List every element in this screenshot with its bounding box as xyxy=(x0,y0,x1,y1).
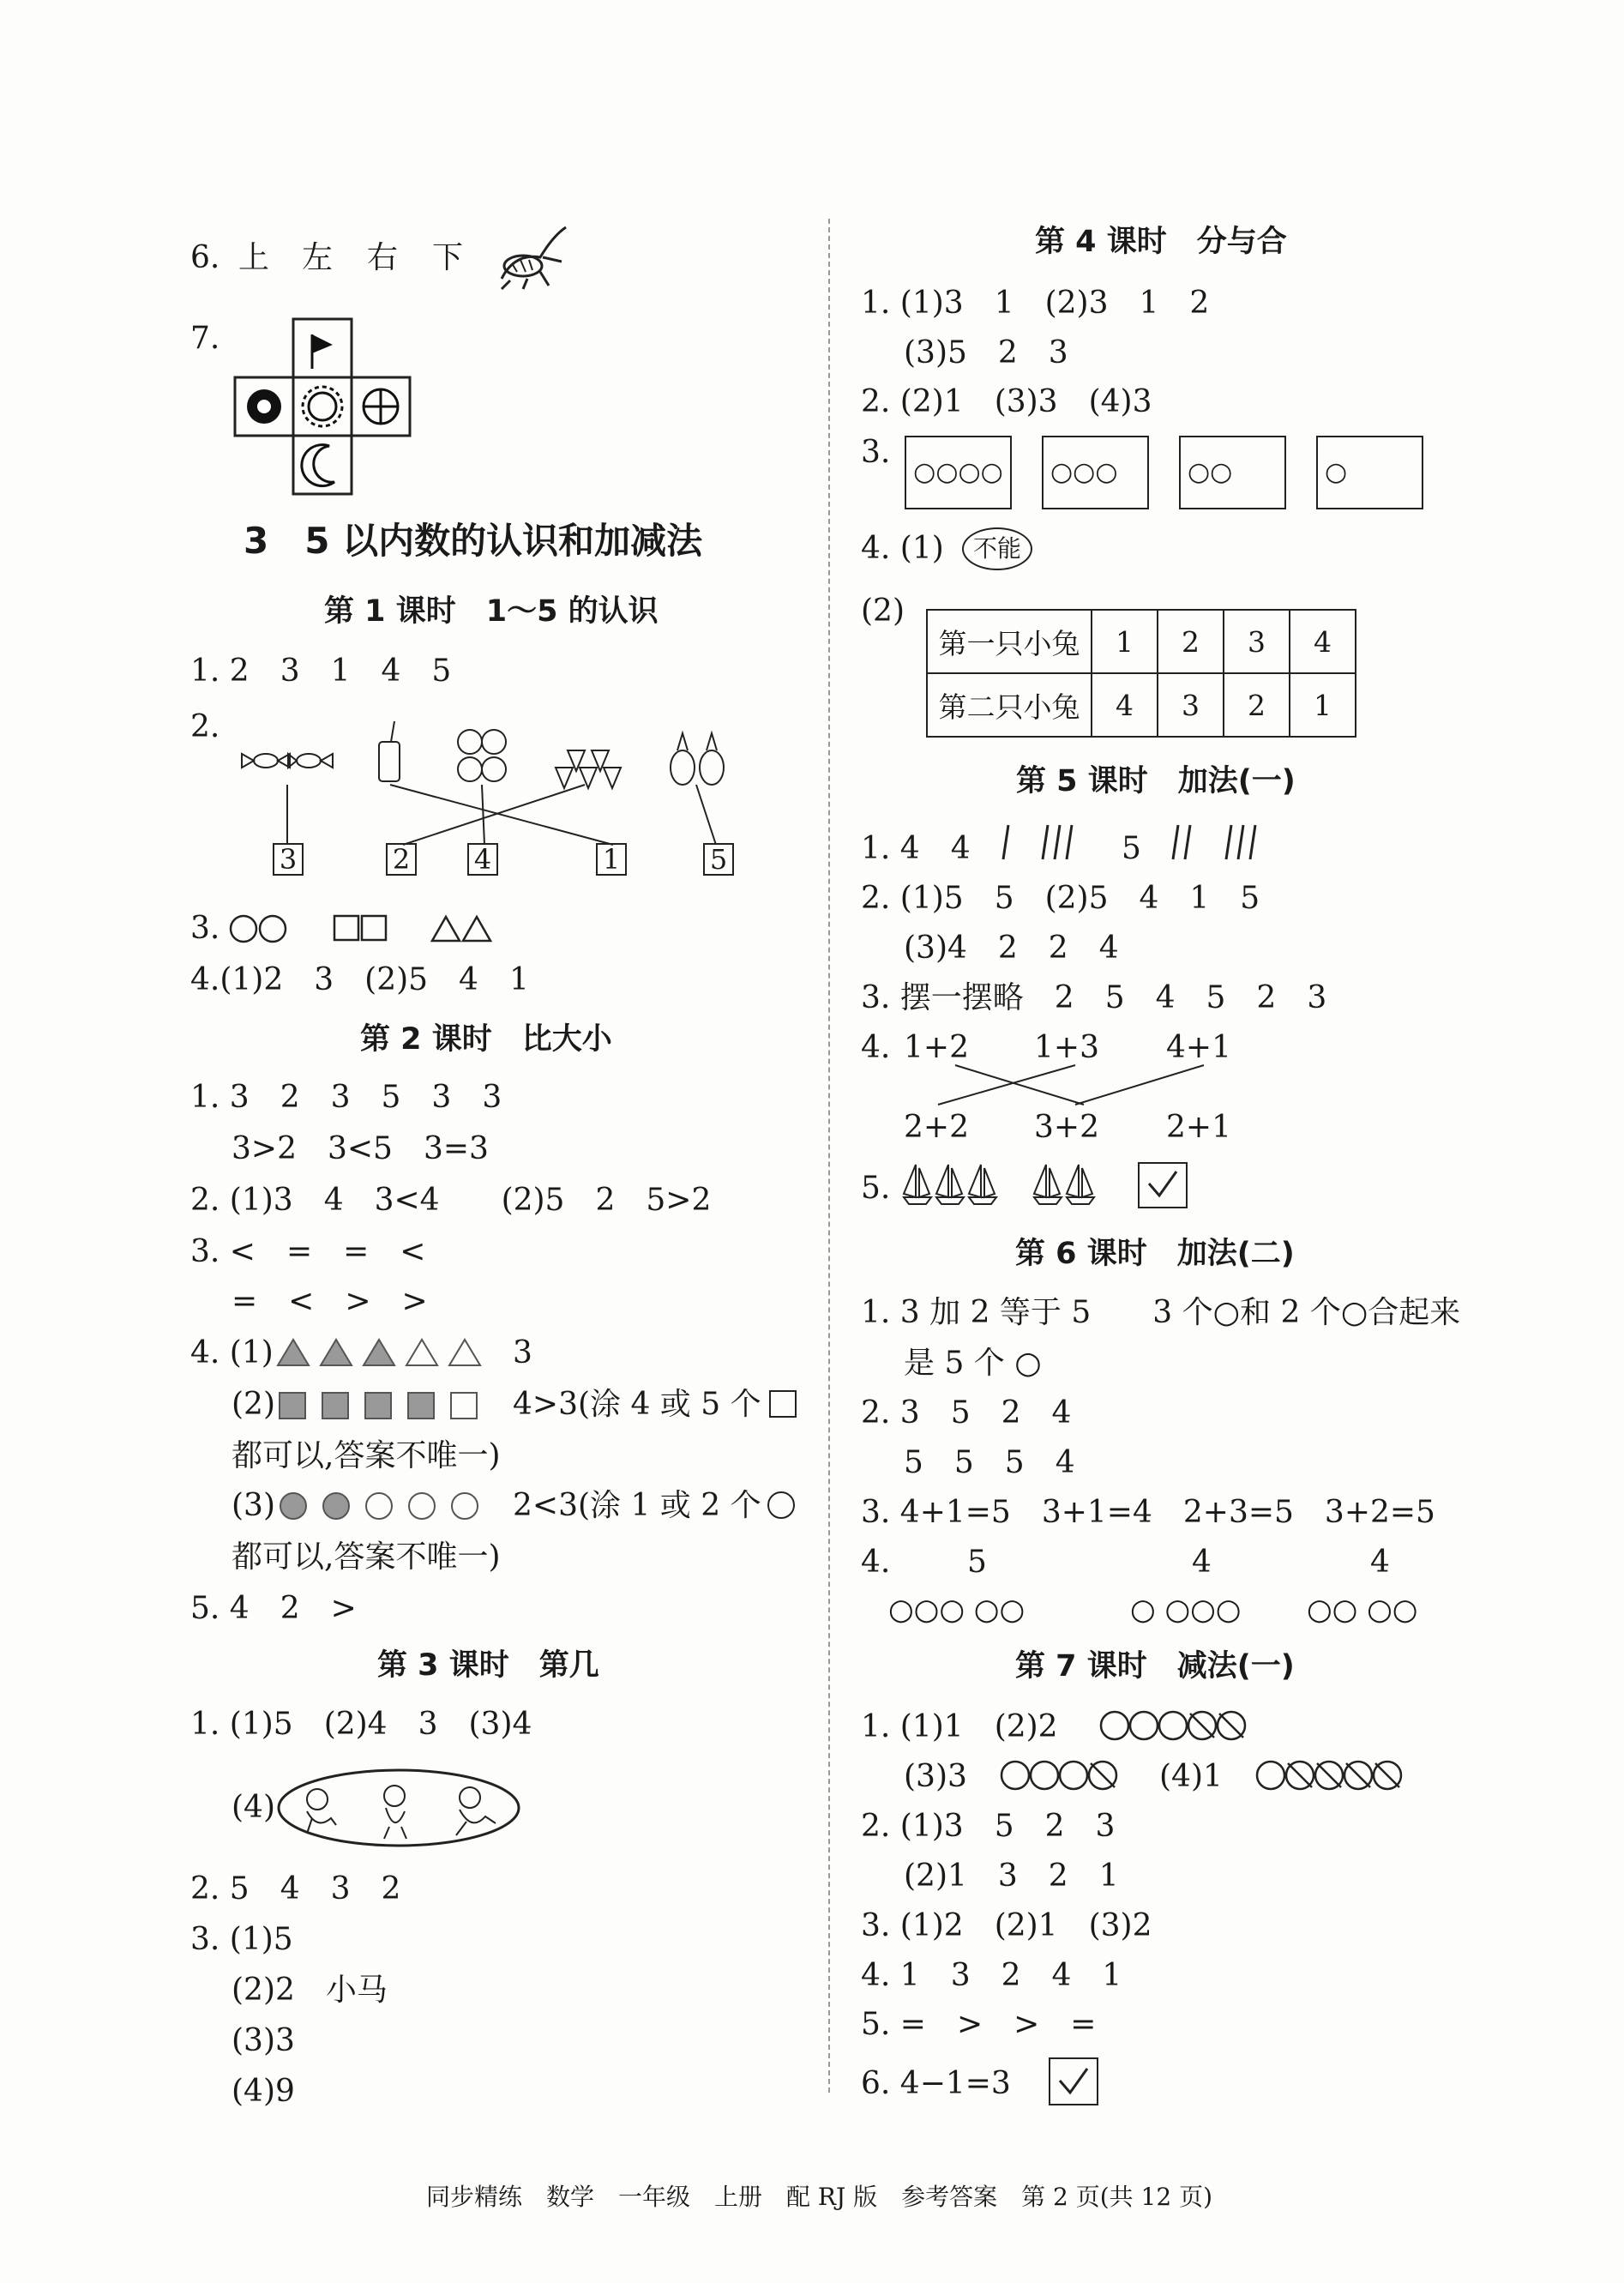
circle-group: ○ ○○○ xyxy=(1130,1593,1242,1627)
l2-answer-3a: 3. < = = < xyxy=(190,1234,426,1269)
circle-group-box: ○ xyxy=(1316,436,1423,509)
l3-answer-3-2: (2)2 小马 xyxy=(232,1973,388,2008)
q6-word: 上 xyxy=(238,240,270,275)
l3-answer-1: 1. (1)5 (2)4 3 (3)4 xyxy=(190,1707,532,1742)
l6-answer-1a: 1. 3 加 2 等于 5 3 个○和 2 个○合起来 xyxy=(861,1295,1461,1330)
squares xyxy=(276,1389,490,1424)
l4-answer-2: 2. (2)1 (3)3 (4)3 xyxy=(861,384,1152,419)
fruit-pictures xyxy=(232,716,746,793)
sum: 4 xyxy=(1370,1545,1390,1580)
page-footer: 同步精练 数学 一年级 上册 配 RJ 版 参考答案 第 2 页(共 12 页) xyxy=(426,2183,1213,2211)
tiger-icon xyxy=(493,219,570,296)
section-title: 3 5 以内数的认识和加减法 xyxy=(244,520,703,562)
l5-answer-4-number: 4. xyxy=(861,1030,891,1065)
l2-answer-5: 5. 4 2 > xyxy=(190,1591,357,1626)
check-box xyxy=(1048,2057,1101,2110)
lesson-7-title: 第 7 课时 减法(一) xyxy=(1015,1649,1295,1684)
l5-answer-1: 1. 4 4 xyxy=(861,831,971,866)
q6-number: 6. xyxy=(190,240,220,275)
flower-icon xyxy=(247,389,281,424)
circle-group-box: ○○ xyxy=(1179,436,1286,509)
circled-answer: 不能 xyxy=(962,527,1032,570)
l7-answer-2b: (2)1 3 2 1 xyxy=(904,1858,1119,1894)
crossed-circles xyxy=(1000,1758,1137,1796)
q6-word: 下 xyxy=(432,240,464,275)
table-row xyxy=(927,673,1356,737)
square-icon xyxy=(768,1389,799,1420)
l5-answer-1-mid: 5 xyxy=(1122,831,1141,866)
table-cell: 第二只小兔 xyxy=(927,673,1092,737)
l1-answer-1: 1. 2 3 1 4 5 xyxy=(190,654,452,689)
expr: 3+2 xyxy=(1034,1110,1099,1145)
l7-answer-6: 6. 4−1=3 xyxy=(861,2066,1011,2101)
l5-answer-3: 3. 摆一摆略 2 5 4 5 2 3 xyxy=(861,980,1327,1015)
l2-answer-3b: = < > > xyxy=(232,1284,428,1319)
sum: 4 xyxy=(1192,1545,1212,1580)
l2-answer-4-3b: 都可以,答案不唯一) xyxy=(232,1539,501,1575)
l6-answer-2a: 2. 3 5 2 4 xyxy=(861,1395,1072,1431)
table-cell: 3 xyxy=(1158,673,1224,737)
l2-answer-4-2-label: (2) xyxy=(232,1387,275,1422)
table-cell: 第一只小兔 xyxy=(927,610,1092,673)
animals-circled xyxy=(276,1767,525,1852)
cube-net xyxy=(233,317,413,497)
expr: 4+1 xyxy=(1166,1030,1231,1065)
circle-group: ○○ ○○ xyxy=(1307,1593,1418,1627)
l2-answer-4-1: 3 xyxy=(513,1335,532,1370)
flag-icon xyxy=(312,334,333,369)
circle-group-box: ○○○ xyxy=(1042,436,1149,509)
moon-icon xyxy=(302,445,334,486)
table-row xyxy=(927,610,1356,673)
q7-number: 7. xyxy=(190,321,220,356)
triangles xyxy=(276,1336,490,1370)
column-divider xyxy=(828,219,830,2093)
l6-answer-4-number: 4. xyxy=(861,1545,891,1580)
bottle-icon xyxy=(379,721,400,781)
l5-answer-5-number: 5. xyxy=(861,1171,891,1206)
l3-answer-3-1: 3. (1)5 xyxy=(190,1922,293,1957)
l2-answer-4-3-label: (3) xyxy=(232,1488,275,1523)
l4-answer-4-2-label: (2) xyxy=(861,593,905,629)
l7-answer-5: 5. = > > = xyxy=(861,2007,1097,2042)
l4-answer-3-number: 3. xyxy=(861,435,891,470)
circles xyxy=(276,1490,490,1524)
candy-icon xyxy=(242,754,333,768)
l2-answer-4-2: 4>3(涂 4 或 5 个 xyxy=(513,1387,761,1422)
q6-word: 左 xyxy=(302,240,334,275)
l7-answer-4: 4. 1 3 2 4 1 xyxy=(861,1958,1122,1993)
answer-box: 3 xyxy=(273,843,304,876)
crossed-circles xyxy=(1255,1758,1418,1796)
table-cell: 3 xyxy=(1224,610,1290,673)
answer-box: 5 xyxy=(703,843,734,876)
circle-icon xyxy=(766,1490,797,1521)
l5-answer-2b: (3)4 2 2 4 xyxy=(904,931,1119,966)
l1-answer-2-number: 2. xyxy=(190,709,220,744)
l5-answer-2a: 2. (1)5 5 (2)5 4 1 5 xyxy=(861,881,1260,916)
l4-answer-1a: 1. (1)3 1 (2)3 1 2 xyxy=(861,286,1210,321)
lesson-1-title: 第 1 课时 1～5 的认识 xyxy=(324,594,659,629)
sailboats xyxy=(900,1160,1192,1211)
l2-answer-4-2b: 都可以,答案不唯一) xyxy=(232,1438,501,1473)
l2-answer-4-3: 2<3(涂 1 或 2 个 xyxy=(513,1488,761,1523)
l7-answer-1b2: (4)1 xyxy=(1159,1759,1223,1794)
crosshair-icon xyxy=(364,389,398,424)
apple-icon xyxy=(458,730,506,781)
checkmark-icon xyxy=(1149,1172,1176,1196)
l3-answer-3-3: (3)3 xyxy=(232,2023,295,2058)
l3-answer-3-4: (4)9 xyxy=(232,2074,295,2109)
q6-word: 右 xyxy=(367,240,399,275)
l7-answer-1b: (3)3 xyxy=(904,1759,967,1794)
lesson-6-title: 第 6 课时 加法(二) xyxy=(1015,1237,1295,1271)
table-cell: 2 xyxy=(1158,610,1224,673)
expr: 1+3 xyxy=(1034,1030,1099,1065)
l4-answer-1b: (3)5 2 3 xyxy=(904,335,1068,370)
l2-answer-4-1-label: 4. (1) xyxy=(190,1335,274,1370)
table-cell: 1 xyxy=(1290,673,1356,737)
l2-answer-2: 2. (1)3 4 3<4 (2)5 2 5>2 xyxy=(190,1183,712,1218)
table-cell: 2 xyxy=(1224,673,1290,737)
animal-icon xyxy=(307,1786,496,1839)
l3-answer-2: 2. 5 4 3 2 xyxy=(190,1871,401,1907)
lesson-3-title: 第 3 课时 第几 xyxy=(377,1648,599,1683)
l4-answer-4-1-label: 4. (1) xyxy=(861,531,944,566)
l6-answer-2b: 5 5 5 4 xyxy=(904,1445,1075,1480)
expr: 2+1 xyxy=(1166,1110,1231,1145)
crossed-circles xyxy=(1099,1708,1262,1746)
sailboat-icon xyxy=(904,1165,1094,1204)
l1-answer-3-number: 3. xyxy=(190,911,220,946)
l7-answer-1a: 1. (1)1 (2)2 xyxy=(861,1709,1058,1744)
l2-answer-1b: 3>2 3<5 3=3 xyxy=(232,1131,489,1166)
lesson-2-title: 第 2 课时 比大小 xyxy=(360,1022,612,1057)
expr: 2+2 xyxy=(904,1110,969,1145)
l2-answer-1a: 1. 3 2 3 5 3 3 xyxy=(190,1080,502,1115)
answer-box: 4 xyxy=(467,843,498,876)
checkmark-icon xyxy=(1060,2069,1087,2093)
l6-answer-3: 3. 4+1=5 3+1=4 2+3=5 3+2=5 xyxy=(861,1495,1435,1530)
table-cell: 4 xyxy=(1290,610,1356,673)
circle-group-box: ○○○○ xyxy=(905,436,1012,509)
l7-answer-2a: 2. (1)3 5 2 3 xyxy=(861,1809,1116,1844)
shapes-answer xyxy=(230,913,513,948)
circle-group: ○○○ ○○ xyxy=(888,1593,1026,1627)
answer-box: 1 xyxy=(596,843,627,876)
l3-answer-1-4-label: (4) xyxy=(232,1790,275,1825)
sum: 5 xyxy=(967,1545,987,1580)
pineapple-icon xyxy=(671,733,724,785)
answer-box: 2 xyxy=(386,843,417,876)
lesson-5-title: 第 5 课时 加法(一) xyxy=(1016,764,1296,798)
l7-answer-3: 3. (1)2 (2)1 (3)2 xyxy=(861,1908,1152,1943)
lesson-4-title: 第 4 课时 分与合 xyxy=(1035,225,1287,259)
matching-lines xyxy=(904,1062,1230,1113)
l1-answer-4: 4.(1)2 3 (2)5 4 1 xyxy=(190,962,529,997)
expr: 1+2 xyxy=(904,1030,969,1065)
table-cell: 4 xyxy=(1092,673,1158,737)
l6-answer-1b: 是 5 个 ○ xyxy=(904,1346,1042,1381)
rabbit-table xyxy=(926,609,1356,738)
sun-icon xyxy=(303,387,342,426)
table-cell: 1 xyxy=(1092,610,1158,673)
strawberry-icon xyxy=(556,750,621,788)
